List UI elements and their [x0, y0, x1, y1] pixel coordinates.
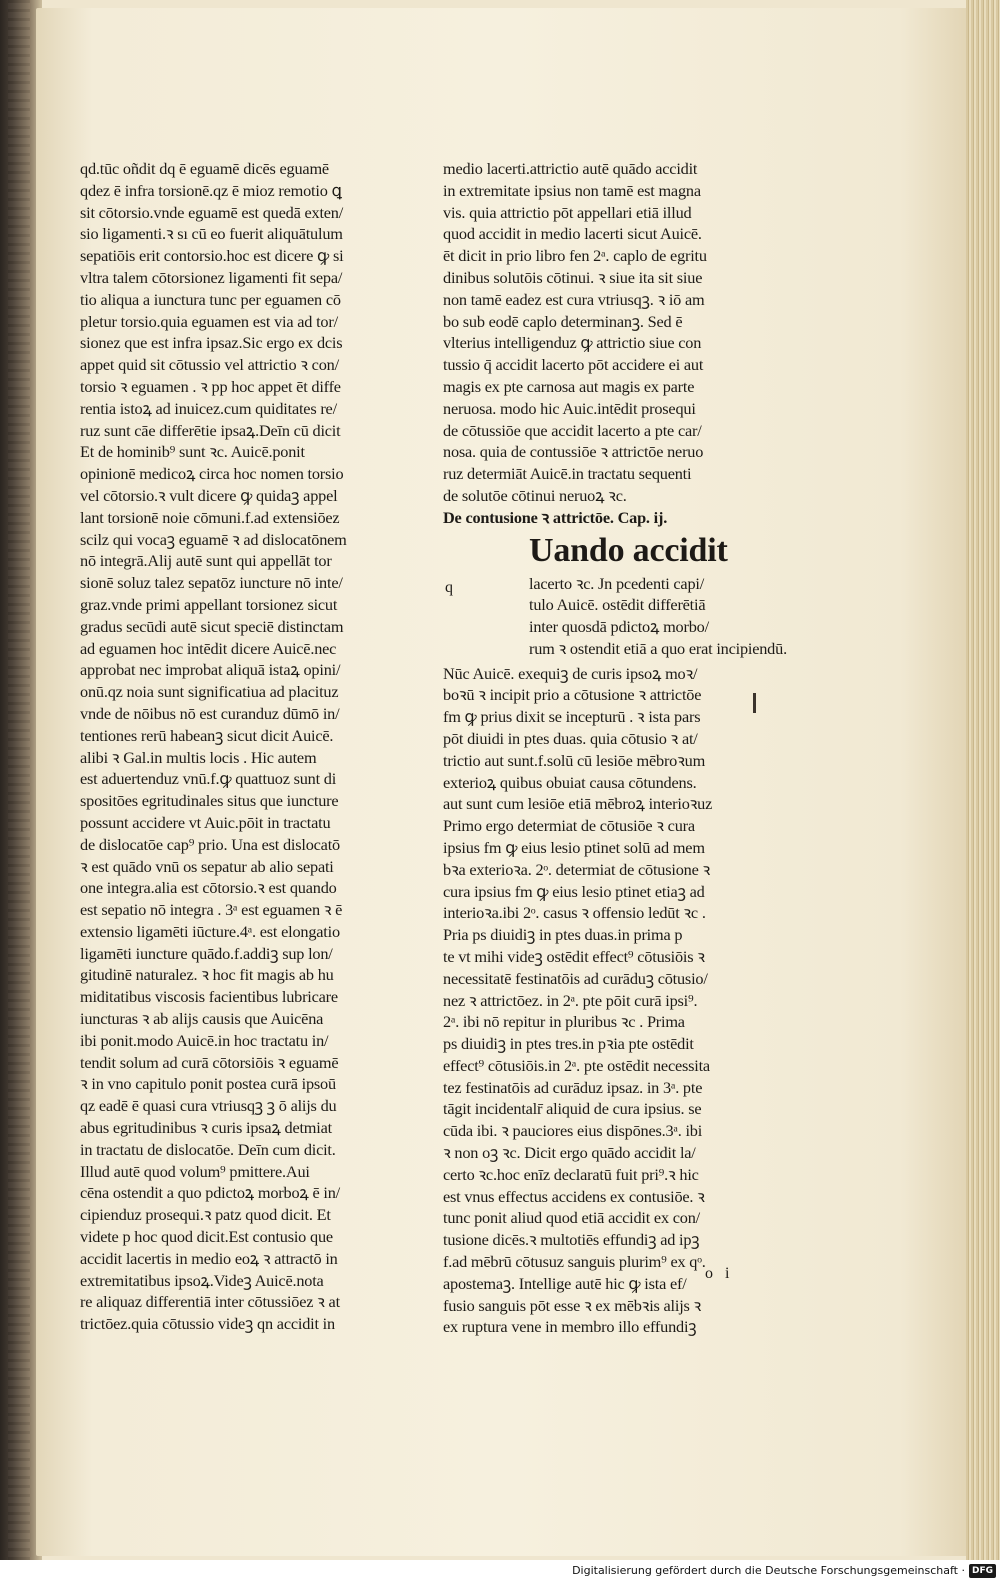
text-line: iuncturas ꝛ ab alijs causis que Auicēna	[80, 1009, 324, 1029]
text-line: sio ligamenti.ꝛ sı cū eo fuerit aliquātulum	[80, 224, 343, 244]
text-line: est vnus effectus accidens ex contusiōe. ꝛ	[443, 1186, 705, 1206]
text-line: nosa. quia de contussiōe ꝛ attrictōe neruo	[443, 442, 704, 462]
text-line: de dislocatōe cap⁹ prio. Una est dislocatō	[80, 834, 340, 854]
text-line: apostemaꝫ. Intellige autē hic ꝙ ista ef/	[443, 1273, 687, 1293]
text-line: non tamē eadez est cura vtriusqꝫ. ꝛ iō am	[443, 289, 705, 309]
text-line: de solutōe cōtinui neruoꝝ ꝛc.	[443, 485, 627, 505]
text-line: torsio ꝛ eguamen . ꝛ pp hoc appet ēt diffe	[80, 376, 341, 396]
text-line: ꝛ est quādo vnū os sepatur ab alio sepati	[80, 856, 334, 876]
text-line: extremitatibus ipsoꝝ.Videꝫ Auicē.nota	[80, 1270, 324, 1290]
display-initial-line: Uando accidit	[529, 531, 728, 569]
text-line: approbat nec improbat aliquā istaꝝ opini/	[80, 660, 341, 680]
text-line: exterioꝝ quibus obuiat causa cōtundens.	[443, 772, 697, 792]
text-line: in extremitate ipsius non tamē est magna	[443, 180, 701, 200]
text-line: f.ad mēbrū cōtusuz sanguis plurim⁹ ex qᵒ.	[443, 1252, 706, 1272]
text-line: qz eadē ē quasi cura vtriusqꝫ ꝫ ō alijs du	[80, 1096, 337, 1116]
text-line: ipsius fm ꝙ eius lesio ptinet solū ad mem	[443, 837, 705, 857]
text-line: tussio q̄ accidit lacerto pōt accidere ei aut	[443, 355, 704, 375]
text-line: re aliquaz differentiā inter cōtussiōez ꝛ at	[80, 1292, 340, 1312]
text-line: spositōes egritudinales situs que iuncture	[80, 791, 339, 811]
digitization-footer	[0, 1560, 1000, 1581]
text-line: possunt accidere vt Auic.pōit in tractatu	[80, 812, 331, 832]
text-line: ex ruptura vene in membro illo effundiꝫ	[443, 1317, 697, 1337]
text-line: alibi ꝛ Gal.in multis locis . Hic autem	[80, 747, 317, 767]
text-line: nez ꝛ attrictōez. in 2ᵃ. pte pōit curā ipsi⁹.	[443, 990, 698, 1010]
text-line: magis ex pte carnosa aut magis ex parte	[443, 376, 695, 396]
text-line: gitudinē naturalez. ꝛ hoc fit magis ab hu	[80, 965, 334, 985]
chapter-heading: De contusione ꝛ attrictōe. Cap. ij.	[443, 507, 668, 527]
text-line: inter quosdā pdictoꝝ morbo/	[529, 617, 709, 637]
text-line: ꝛ in vno capitulo ponit postea curā ipsoū	[80, 1074, 336, 1094]
text-line: sepatiōis erit contorsio.hoc est dicere ꝙ si	[80, 246, 344, 266]
right-text-column	[443, 158, 787, 1338]
text-line: cipienduz prosequi.ꝛ patz quod dicit. Et	[80, 1205, 331, 1225]
text-line: ligamēti iuncture quādo.f.addiꝫ sup lon/	[80, 943, 333, 963]
text-line: gradus secūdi autē sicut speciē distinctam	[80, 616, 344, 636]
text-line: lant torsionē noie cōmuni.f.ad extensiōez	[80, 507, 340, 527]
text-line: dinibus solutōis cōtinui. ꝛ siue ita sit siue	[443, 267, 703, 287]
text-line: extensio ligamēti iūcture.4ᵃ. est elongatio	[80, 921, 340, 941]
text-line: est sepatio nō integra . 3ᵃ est eguamen ꝛ ē	[80, 900, 343, 920]
text-line: Illud autē quod volum⁹ pmittere.Aui	[80, 1161, 310, 1181]
text-line: pōt diuidi in ptes duas. quia cōtusio ꝛ at/	[443, 728, 698, 748]
text-line: onū.qz noia sunt significatiua ad placituz	[80, 682, 339, 702]
text-line: accidit lacertis in medio eoꝝ ꝛ attractō in	[80, 1248, 338, 1268]
text-line: rentia istoꝝ ad inuicez.cum quiditates re/	[80, 398, 337, 418]
text-line: bꝛa exterioꝛa. 2ᵒ. determiat de cōtusione ꝛ	[443, 859, 710, 879]
left-text-column	[80, 158, 398, 1335]
text-line: Et de hominib⁹ sunt ꝛc. Auicē.ponit	[80, 442, 305, 462]
text-line: tusione dicēs.ꝛ multotiēs effundiꝫ ad ipꝫ	[443, 1230, 700, 1250]
text-line: ps diuidiꝫ in ptes tres.in pꝛia pte ostēdit	[443, 1034, 694, 1054]
text-line: nō integrā.Alij autē sunt qui appellāt tor	[80, 551, 332, 571]
text-line: Primo ergo determiat de cōtusiōe ꝛ cura	[443, 816, 695, 836]
right-column-bottom-text	[443, 663, 763, 1339]
text-line: videte p hoc quod dicit.Est contusio que	[80, 1227, 333, 1247]
right-column-top-text	[443, 158, 763, 507]
text-line: graz.vnde primi appellant torsionez sicut	[80, 594, 338, 614]
text-line: cura ipsius fm ꝙ eius lesio ptinet etiaꝫ ad	[443, 881, 705, 901]
text-line: tulo Auicē. ostēdit differētiā	[529, 595, 706, 615]
margin-mark	[753, 693, 756, 713]
text-line: medio lacerti.attrictio autē quādo accidit	[443, 159, 698, 178]
text-line: boꝛū ꝛ incipit prio a cōtusione ꝛ attrictōe	[443, 685, 702, 705]
text-line: opinionē medicoꝝ circa hoc nomen torsio	[80, 464, 344, 484]
text-line: scilz qui vocaꝫ eguamē ꝛ ad dislocatōnem	[80, 529, 347, 549]
text-line: necessitatē festinatōis ad curāduꝫ cōtusio/	[443, 968, 708, 988]
text-line: certo ꝛc.hoc enīz declaratū fuit pri⁹.ꝛ hic	[443, 1164, 699, 1184]
page-edges	[966, 0, 1000, 1560]
text-line: sit cōtorsio.vnde eguamē est quedā exten/	[80, 202, 344, 222]
text-line: in tractatu de dislocatōe. Deīn cum dicit.	[80, 1139, 336, 1159]
initial-indented-lines	[529, 573, 787, 660]
text-line: appet quid sit cōtussio vel attrictio ꝛ con/	[80, 355, 339, 375]
text-line: ꝛ non oꝫ ꝛc. Dicit ergo quādo accidit la/	[443, 1143, 696, 1163]
text-line: qdez ē infra torsionē.qz ē mioz remotio ꝗ	[80, 180, 342, 200]
text-line: sionē soluz talez sepatōz iuncture nō inte/	[80, 573, 343, 593]
text-line: ad eguamen hoc intēdit dicere Auicē.nec	[80, 638, 337, 658]
text-line: tentiones rerū habeanꝫ sicut dicit Auicē.	[80, 725, 334, 745]
text-line: tunc ponit aliud quod etiā accidit ex con/	[443, 1208, 700, 1228]
text-line: lacerto ꝛc. Jn pcedenti capi/	[529, 573, 705, 593]
text-line: one integra.alia est cōtorsio.ꝛ est quando	[80, 878, 337, 898]
text-line: est aduertenduz vnū.f.ꝙ quattuoz sunt di	[80, 769, 337, 789]
text-line: abus egritudinibus ꝛ curis ipsaꝝ detmiat	[80, 1118, 332, 1138]
text-line: interioꝛa.ibi 2ᵒ. casus ꝛ offensio ledūt ꝛc .	[443, 903, 706, 923]
text-line: qd.tūc oñdit dq ē eguamē dicēs eguamē	[80, 159, 329, 178]
text-line: ēt dicit in prio libro fen 2ᵃ. caplo de egritu	[443, 246, 707, 266]
text-line: quod accidit in medio lacerti sicut Auicē.	[443, 224, 702, 244]
text-line: bo sub eodē caplo determinanꝫ. Sed ē	[443, 311, 683, 331]
text-line: vlterius intelligenduz ꝙ attrictio siue con	[443, 333, 702, 353]
text-line: ibi ponit.modo Auicē.in hoc tractatu in/	[80, 1030, 329, 1050]
text-line: cūda ibi. ꝛ pauciores eius dispōnes.3ᵃ. ibi	[443, 1121, 703, 1141]
text-line: 2ᵃ. ibi nō repitur in pluribus ꝛc . Prima	[443, 1012, 685, 1032]
text-line: vnde de nōibus nō est curanduz dūmō in/	[80, 703, 340, 723]
text-line: cēna ostendit a quo pdictoꝝ morboꝝ ē in/	[80, 1183, 340, 1203]
text-line: fm ꝙ prius dixit se incepturū . ꝛ ista pars	[443, 707, 701, 727]
text-line: vis. quia attrictio pōt appellari etiā illud	[443, 202, 692, 222]
text-line: neruosa. modo hic Auic.intēdit prosequi	[443, 398, 696, 418]
text-line: effect⁹ cōtusiōis.in 2ᵃ. pte ostēdit necessita	[443, 1055, 710, 1075]
text-line: Pria ps diuidiꝫ in ptes duas.in prima p	[443, 925, 683, 945]
text-line: ruz determiāt Auicē.in tractatu sequenti	[443, 464, 692, 484]
text-line: de cōtussiōe que accidit lacerto a pte car/	[443, 420, 702, 440]
chapter-opening	[443, 531, 787, 663]
text-line: vel cōtorsio.ꝛ vult dicere ꝙ quidaꝫ appel	[80, 485, 338, 505]
footer-text: Digitalisierung gefördert durch die Deutsche Forschungsgemeinschaft ·	[572, 1564, 965, 1577]
text-line: fusio sanguis pōt esse ꝛ ex mēbꝛis alijs ꝛ	[443, 1295, 702, 1315]
text-line: ruz sunt cāe differētie ipsaꝝ.Deīn cū dicit	[80, 420, 341, 440]
text-line: vltra talem cōtorsionez ligamenti fit sepa/	[80, 267, 343, 287]
text-line: trictio aut sunt.f.solū cū lesiōe mēbroꝛum	[443, 750, 706, 770]
text-line: tez festinatōis ad curāduz ipsaz. in 3ᵃ. pte	[443, 1077, 703, 1097]
text-line: Nūc Auicē. exequiꝫ de curis ipsoꝝ moꝛ/	[443, 663, 698, 683]
text-line: aut sunt cum lesiōe etiā mēbroꝝ interioꝛuz	[443, 794, 713, 814]
text-line: pletur torsio.quia eguamen est via ad tor/	[80, 311, 338, 331]
text-line: tāgit incidentalr̄ aliquid de cura ipsius. se	[443, 1099, 702, 1119]
text-line: te vt mihi videꝫ ostēdit effect⁹ cōtusiōis ꝛ	[443, 946, 705, 966]
text-line: miditatibus viscosis facientibus lubricare	[80, 987, 338, 1007]
text-line: rum ꝛ ostendit etiā a quo erat incipiendū.	[529, 638, 787, 658]
text-line: trictōez.quia cōtussio videꝫ qn accidit in	[80, 1314, 335, 1334]
text-line: tio aliqua a iunctura tunc per eguamen cō	[80, 289, 341, 309]
dfg-logo: DFG	[969, 1564, 996, 1578]
signature-mark: o i	[705, 1265, 734, 1282]
text-line: tendit solum ad curā cōtorsiōis ꝛ eguamē	[80, 1052, 339, 1072]
guide-letter: q	[445, 578, 453, 596]
text-line: sionez que est infra ipsaz.Sic ergo ex dcis	[80, 333, 343, 353]
